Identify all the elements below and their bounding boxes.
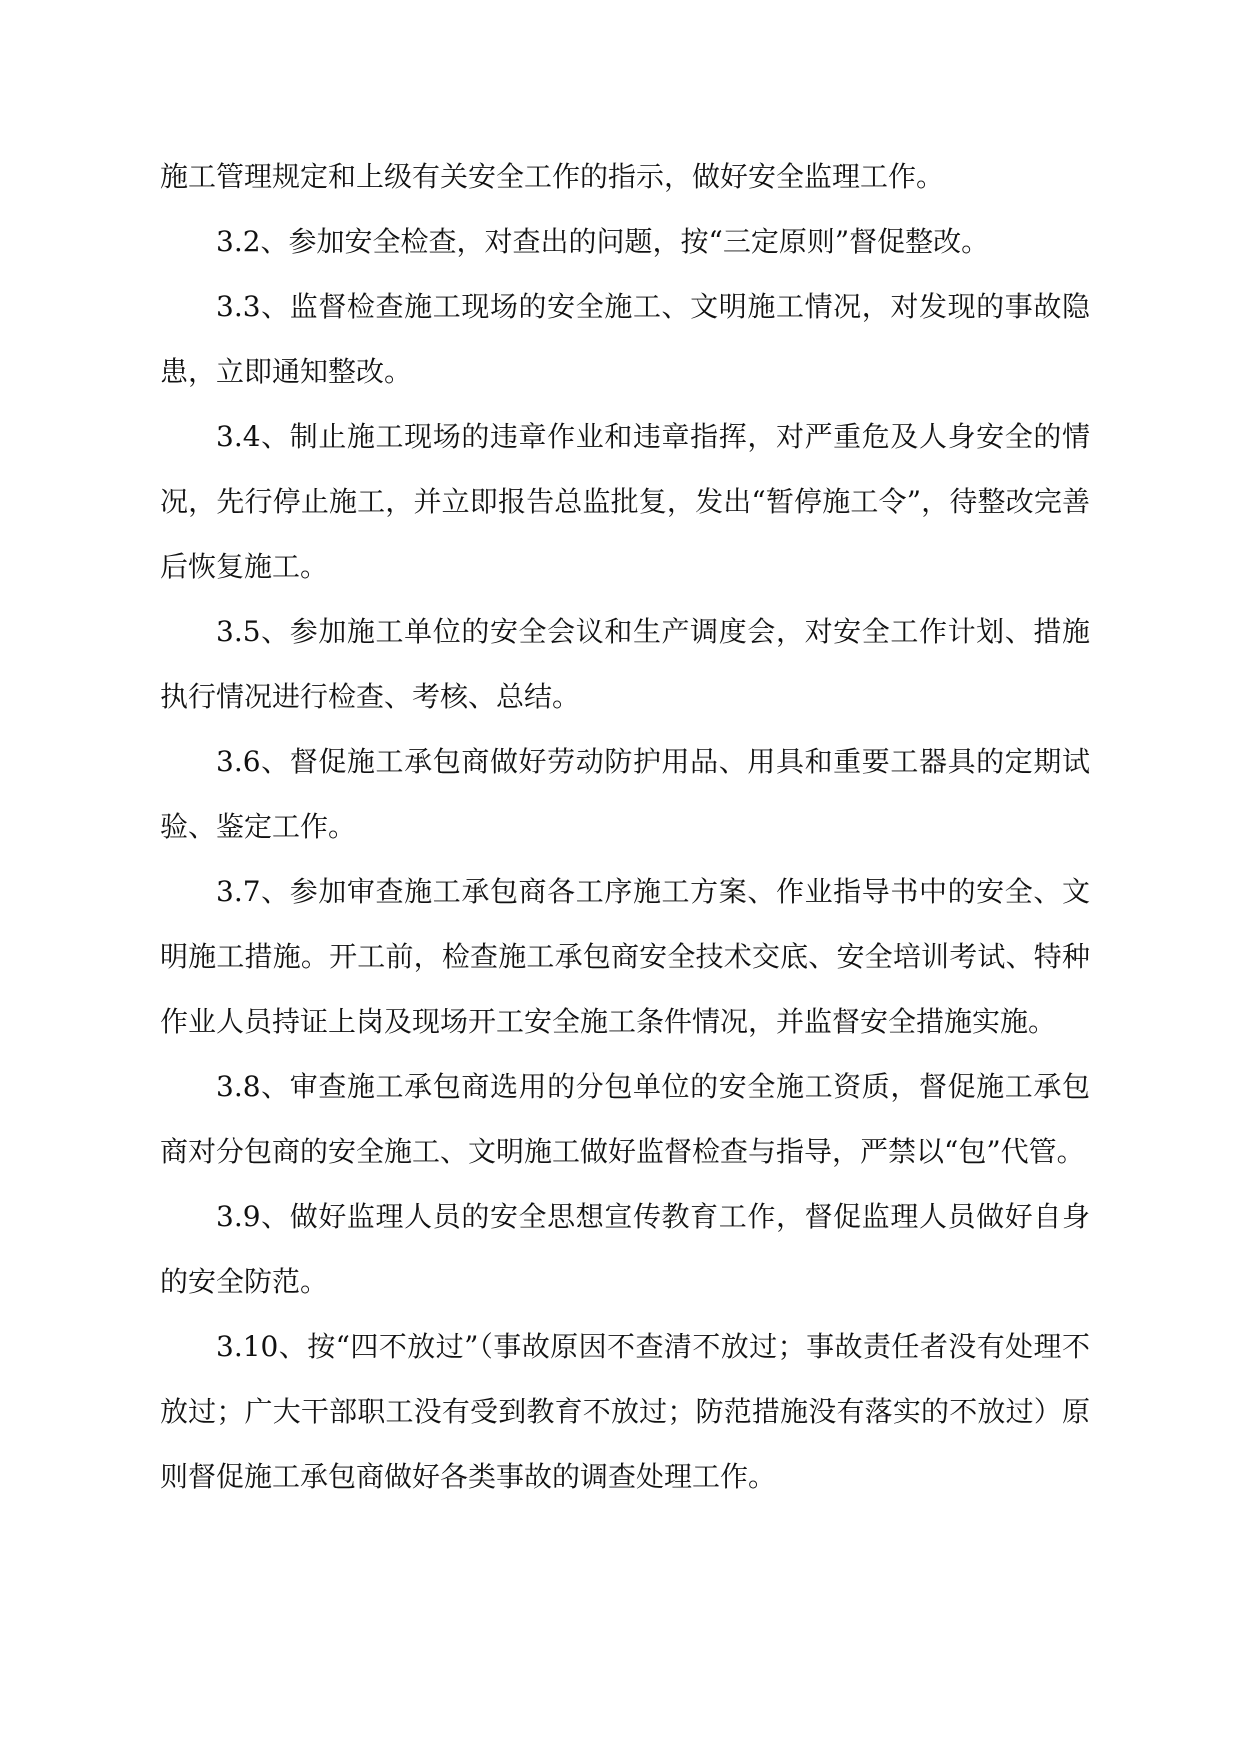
paragraph-3-9: 3.9、做好监理人员的安全思想宣传教育工作，督促监理人员做好自身的安全防范。 <box>160 1200 1090 1298</box>
paragraph-3-5: 3.5、参加施工单位的安全会议和生产调度会，对安全工作计划、措施执行情况进行检查、考核、总结。 <box>160 615 1090 713</box>
document-body <box>160 144 1090 1509</box>
paragraph-3-7: 3.7、参加审查施工承包商各工序施工方案、作业指导书中的安全、文明施工措施。开工前，检查施工承包商安全技术交底、安全培训考试、特种作业人员持证上岗及现场开工安全施工条件情况，并监督安全措施实施。 <box>160 875 1090 1038</box>
paragraph-3-8: 3.8、审查施工承包商选用的分包单位的安全施工资质，督促施工承包商对分包商的安全施工、文明施工做好监督检查与指导，严禁以“包”代管。 <box>160 1070 1090 1168</box>
paragraph-3-3: 3.3、监督检查施工现场的安全施工、文明施工情况，对发现的事故隐患，立即通知整改。 <box>160 290 1090 388</box>
paragraph-continuation: 施工管理规定和上级有关安全工作的指示，做好安全监理工作。 <box>160 160 945 193</box>
paragraph-3-10: 3.10、按“四不放过”（事故原因不查清不放过；事故责任者没有处理不放过；广大干部职工没有受到教育不放过；防范措施没有落实的不放过）原则督促施工承包商做好各类事故的调查处理工作。 <box>160 1330 1090 1493</box>
paragraph-3-2: 3.2、参加安全检查，对查出的问题，按“三定原则”督促整改。 <box>216 225 990 258</box>
paragraph-3-4: 3.4、制止施工现场的违章作业和违章指挥，对严重危及人身安全的情况，先行停止施工，并立即报告总监批复，发出“暂停施工令”，待整改完善后恢复施工。 <box>160 420 1090 583</box>
paragraph-3-6: 3.6、督促施工承包商做好劳动防护用品、用具和重要工器具的定期试验、鉴定工作。 <box>160 745 1090 843</box>
